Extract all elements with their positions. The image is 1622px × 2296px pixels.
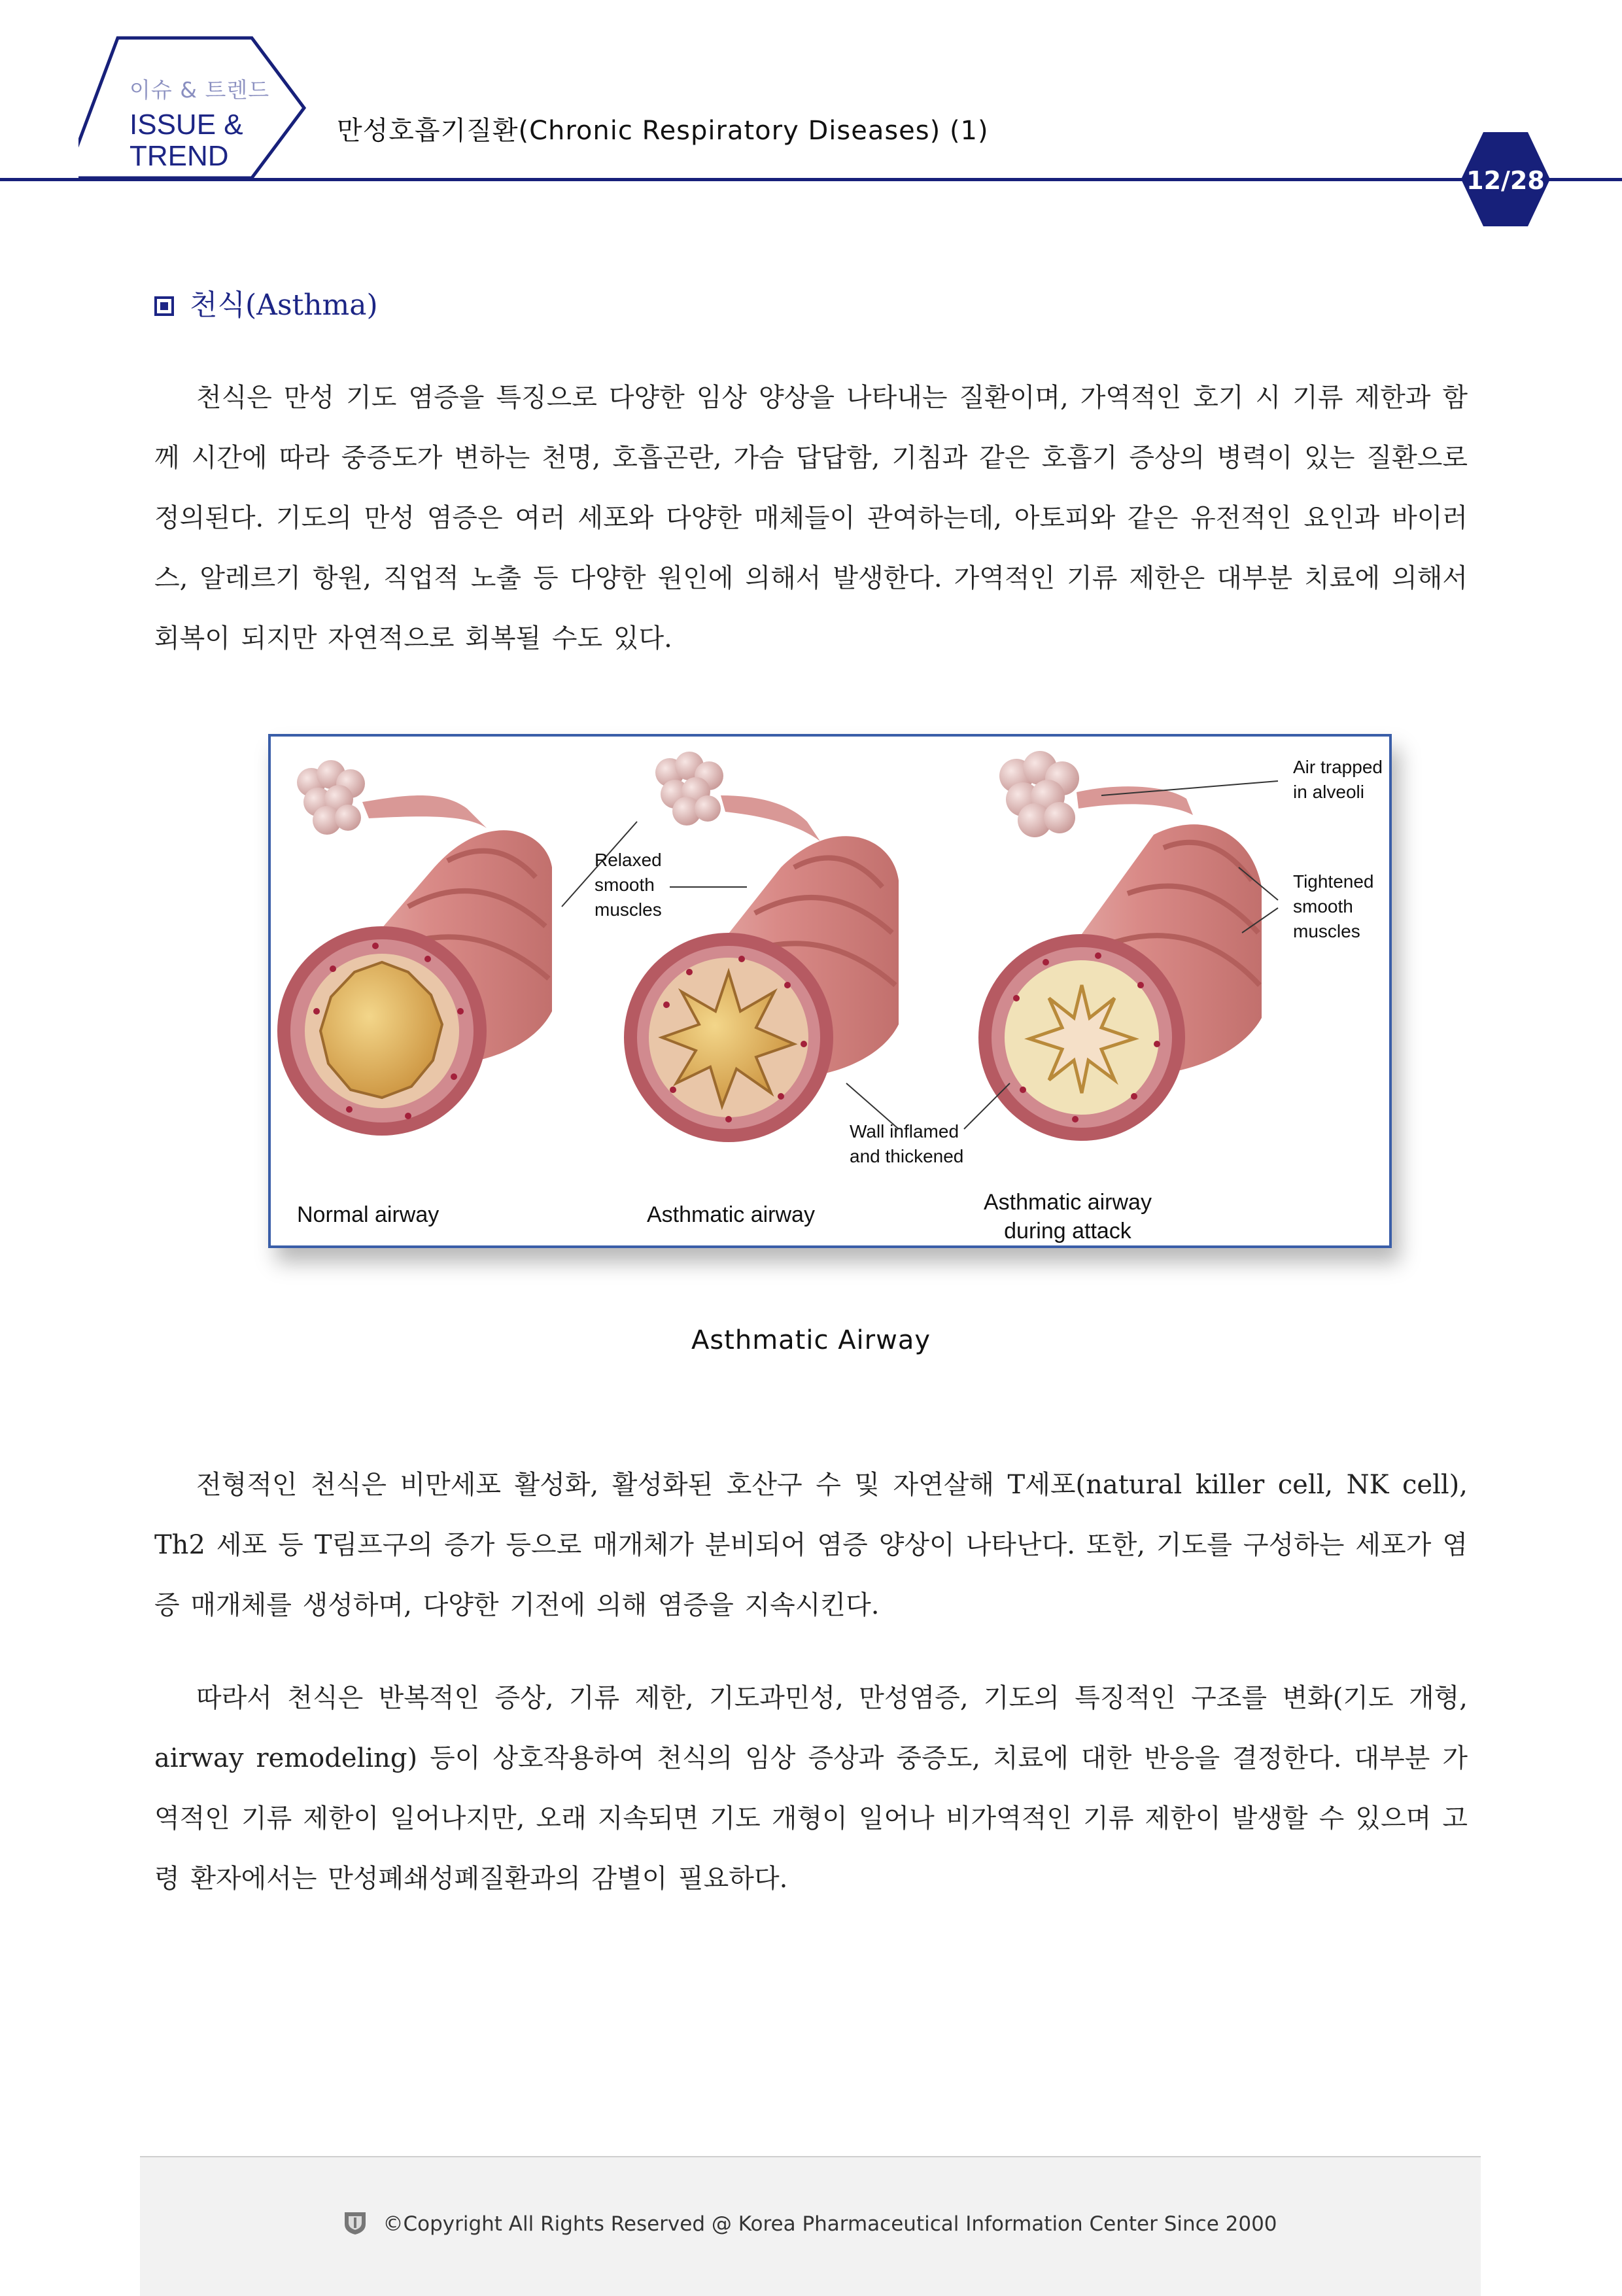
airway-illustration [271, 737, 1389, 1245]
body-paragraph-2: 전형적인 천식은 비만세포 활성화, 활성화된 호산구 수 및 자연살해 T세포(natural killer cell, NK cell), Th2 세포 등 T림프구의 증가 등으로 매개체가 분비되어 염증 양상이 나타난다. 또한, 기도를 구성하는 세포가 염증 매개체를 생성하며, 다양한 기전에 의해 염증을 지속시킨다. [154, 1470, 1468, 1620]
alveoli-cluster-2 [655, 752, 723, 826]
footer [140, 2156, 1481, 2296]
attack-airway-drawing [978, 751, 1262, 1141]
section-heading-text: 천식(Asthma) [190, 288, 378, 322]
header-brand-trend: TREND [129, 140, 229, 172]
footer-copyright: ©Copyright All Rights Reserved @ Korea Pharmaceutical Information Center Since 2000 [383, 2212, 1277, 2236]
label-normal-airway: Normal airway [297, 1202, 440, 1227]
header-brand-issue: ISSUE & [129, 109, 243, 141]
filled-square-icon [154, 296, 174, 316]
section-heading [154, 281, 378, 323]
body-paragraph-1: 천식은 만성 기도 염증을 특징으로 다양한 임상 양상을 나타내는 질환이며, 가역적인 호기 시 기류 제한과 함께 시간에 따라 중증도가 변하는 천명, 호흡곤란, 가슴 답답함, 기침과 같은 호흡기 증상의 병력이 있는 질환으로 정의된다. 기도의 만성 염증은 여러 세포와 다양한 매체들이 관여하는데, 아토피와 같은 유전적인 요인과 바이러스, 알레르기 항원, 직업적 노출 등 다양한 원인에 의해서 발생한다. 가역적인 기류 제한은 대부분 치료에 의해서 회복이 되지만 자연적으로 회복될 수도 있다. [154, 383, 1468, 653]
alveoli-cluster-3 [999, 751, 1079, 837]
header-kicker: 이슈 & 트렌드 [129, 77, 270, 103]
label-attack-airway: Asthmatic airway during attack [984, 1190, 1152, 1244]
label-asthmatic-airway: Asthmatic airway [647, 1202, 815, 1227]
annotation-tightened-muscles: Tightened smooth muscles [1293, 871, 1374, 941]
normal-airway-drawing [277, 760, 552, 1136]
annotation-wall-inflamed: Wall inflamed and thickened [850, 1121, 964, 1166]
body-paragraph-3: 따라서 천식은 반복적인 증상, 기류 제한, 기도과민성, 만성염증, 기도의 특징적인 구조를 변화(기도 개형, airway remodeling) 등이 상호작용하여 천식의 임상 증상과 중증도, 치료에 대한 반응을 결정한다. 대부분 가역적인 기류 제한이 일어나지만, 오래 지속되면 기도 개형이 일어나 비가역적인 기류 제한이 발생할 수 있으며 고령 환자에서는 만성폐쇄성폐질환과의 감별이 필요하다. [154, 1683, 1468, 1894]
kpic-shield-logo-icon [343, 2210, 367, 2236]
figure-caption: Asthmatic Airway [691, 1325, 931, 1355]
page-indicator: 12/28 [1466, 166, 1545, 195]
asthmatic-airway-drawing [624, 752, 899, 1142]
alveoli-cluster-1 [297, 760, 365, 835]
annotation-air-trapped: Air trapped in alveoli [1293, 757, 1383, 802]
annotation-relaxed-muscles: Relaxed smooth muscles [595, 850, 662, 920]
header-title: 만성호흡기질환(Chronic Respiratory Diseases) (1) [337, 116, 989, 146]
airway-figure [268, 734, 1392, 1248]
footer-row [140, 2210, 1481, 2236]
